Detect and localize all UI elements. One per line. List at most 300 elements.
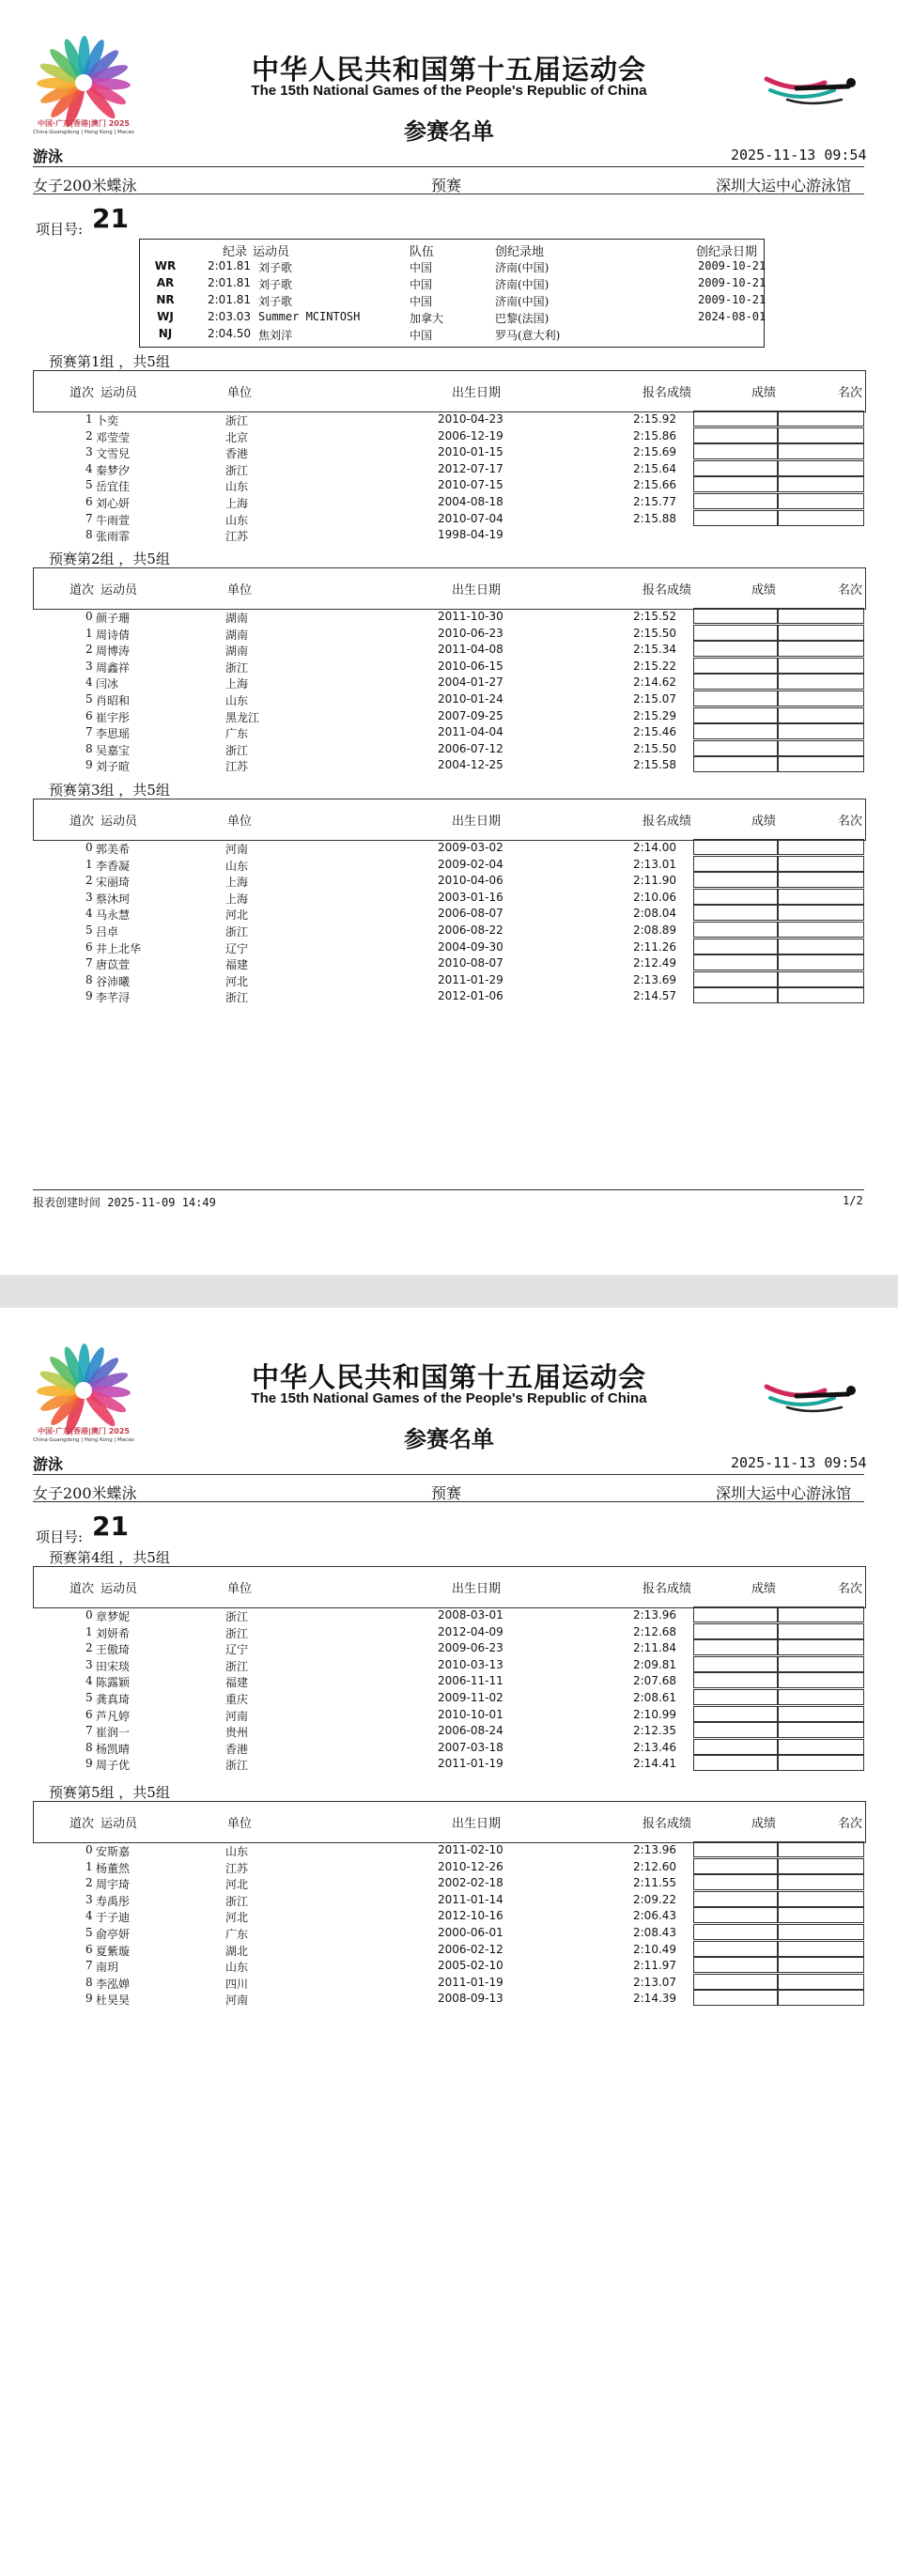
entry-lane: 5 [85, 1926, 93, 1939]
rank-cell[interactable] [778, 1874, 864, 1890]
entry-unit: 河南 [225, 1994, 249, 2008]
entry-athlete: 邓莹莹 [96, 430, 131, 444]
heat-entry-row [0, 1957, 898, 1974]
entry-birth: 2009-02-04 [438, 857, 503, 871]
result-cell[interactable] [693, 1755, 778, 1771]
record-athlete: 刘子歌 [258, 261, 293, 274]
p1-title-en: The 15th National Games of the People's Republic of China [251, 83, 647, 99]
entry-lane: 7 [85, 956, 93, 970]
result-cell[interactable] [693, 443, 778, 459]
result-cell[interactable] [693, 460, 778, 476]
entry-unit: 浙江 [225, 743, 249, 757]
entry-birth: 2011-04-08 [438, 643, 503, 657]
entry-athlete: 寿禹彤 [96, 1894, 131, 1908]
entry-entry-time: 2:15.64 [633, 461, 677, 475]
record-time: 2:01.81 [208, 293, 252, 306]
result-cell[interactable] [693, 856, 778, 872]
entry-unit: 上海 [225, 876, 249, 890]
entry-birth: 2010-03-13 [438, 1657, 503, 1671]
entry-unit: 广东 [225, 1928, 249, 1941]
entry-athlete: 岳宜佳 [96, 480, 131, 494]
col-entry: 报名成绩 [643, 815, 692, 829]
result-cell[interactable] [693, 756, 778, 772]
entry-unit: 上海 [225, 677, 249, 691]
result-cell[interactable] [693, 954, 778, 970]
rank-cell[interactable] [778, 922, 864, 938]
col-result: 成绩 [751, 815, 777, 829]
result-cell[interactable] [693, 1974, 778, 1990]
entry-athlete: 陈露颖 [96, 1676, 131, 1690]
rank-cell[interactable] [778, 939, 864, 954]
records-header-athlete: 运动员 [253, 245, 290, 259]
heat-3-column-header [33, 799, 866, 841]
rank-cell[interactable] [778, 1722, 864, 1738]
rank-cell[interactable] [778, 608, 864, 624]
entry-athlete: 文雪兒 [96, 447, 131, 461]
entry-entry-time: 2:15.50 [633, 741, 677, 755]
heat-5-column-header [33, 1801, 866, 1843]
result-cell[interactable] [693, 427, 778, 443]
entry-athlete: 杨凯晴 [96, 1742, 131, 1756]
entry-unit: 浙江 [225, 1626, 249, 1640]
entry-birth: 2006-08-07 [438, 907, 503, 921]
heat-entry-row [0, 1739, 898, 1756]
entry-lane: 1 [85, 1859, 93, 1873]
rank-cell[interactable] [778, 658, 864, 674]
entry-unit: 江苏 [225, 530, 249, 544]
entry-athlete: 刘子暄 [96, 760, 131, 774]
entry-entry-time: 2:14.62 [633, 675, 677, 690]
entry-athlete: 李芊浔 [96, 991, 131, 1005]
entry-lane: 7 [85, 511, 93, 525]
result-cell[interactable] [693, 411, 778, 427]
p2-stage: 预赛 [431, 1484, 462, 1502]
p1-venue: 深圳大运中心游泳馆 [716, 177, 852, 194]
heat-entry-row [0, 1606, 898, 1623]
result-cell[interactable] [693, 1874, 778, 1890]
footer-created: 报表创建时间 2025-11-09 14:49 [33, 1196, 216, 1209]
entry-birth: 2011-01-14 [438, 1892, 503, 1906]
rank-cell[interactable] [778, 625, 864, 641]
entry-entry-time: 2:15.69 [633, 445, 677, 459]
rank-cell[interactable] [778, 510, 864, 526]
entry-entry-time: 2:13.69 [633, 972, 677, 986]
col-result: 成绩 [751, 386, 777, 400]
col-rank: 名次 [838, 583, 863, 597]
p1-stage: 预赛 [431, 177, 462, 194]
rank-cell[interactable] [778, 493, 864, 509]
entry-lane: 3 [85, 659, 93, 673]
entry-unit: 浙江 [225, 1759, 249, 1773]
col-athlete: 运动员 [101, 1817, 138, 1831]
entry-entry-time: 2:07.68 [633, 1674, 677, 1688]
record-code: WR [154, 259, 177, 272]
entry-unit: 山东 [225, 480, 249, 494]
record-date: 2009-10-21 [698, 293, 766, 306]
record-code: AR [156, 276, 175, 289]
entry-athlete: 肖昭和 [96, 694, 131, 707]
heat-entry-row [0, 1924, 898, 1941]
entry-entry-time: 2:06.43 [633, 1909, 677, 1923]
entry-athlete: 杨董然 [96, 1861, 131, 1875]
entry-birth: 2012-07-17 [438, 461, 503, 475]
rank-cell[interactable] [778, 1891, 864, 1907]
entry-entry-time: 2:15.86 [633, 428, 677, 442]
entry-birth: 2012-04-09 [438, 1624, 503, 1638]
result-cell[interactable] [693, 872, 778, 888]
record-place: 巴黎(法国) [495, 312, 550, 325]
rank-cell[interactable] [778, 1706, 864, 1722]
result-cell[interactable] [693, 1672, 778, 1688]
entry-entry-time: 2:12.60 [633, 1859, 677, 1873]
col-lane: 道次 [70, 1582, 95, 1596]
result-cell[interactable] [693, 740, 778, 756]
result-cell[interactable] [693, 608, 778, 624]
heat-entry-row [0, 839, 898, 856]
heat-entry-row [0, 1706, 898, 1723]
col-birth: 出生日期 [452, 1817, 502, 1831]
col-unit: 单位 [227, 583, 253, 597]
col-rank: 名次 [838, 815, 863, 829]
entry-athlete: 王傲琦 [96, 1643, 131, 1657]
entry-entry-time: 2:08.89 [633, 923, 677, 937]
entry-athlete: 颜子珊 [96, 612, 131, 625]
heat-entry-row [0, 625, 898, 642]
entry-unit: 辽宁 [225, 941, 249, 955]
rank-cell[interactable] [778, 872, 864, 888]
entry-entry-time: 2:12.35 [633, 1724, 677, 1738]
record-date: 2024-08-01 [698, 310, 766, 323]
record-place: 济南(中国) [495, 295, 550, 308]
p1-event-no-label: 项目号: [36, 221, 84, 238]
entry-lane: 5 [85, 692, 93, 706]
result-cell[interactable] [693, 707, 778, 723]
entry-lane: 4 [85, 1674, 93, 1688]
rank-cell[interactable] [778, 1941, 864, 1957]
heat-entry-row [0, 1841, 898, 1858]
heat-title-1: 预赛第1组 ，共5组 [49, 353, 170, 370]
entry-birth: 2004-12-25 [438, 758, 503, 772]
heat-entry-row [0, 1722, 898, 1739]
entry-athlete: 秦梦汐 [96, 463, 131, 477]
result-cell[interactable] [693, 839, 778, 855]
entry-lane: 5 [85, 1691, 93, 1704]
rank-cell[interactable] [778, 1623, 864, 1639]
entry-birth: 2010-06-15 [438, 659, 503, 673]
rank-cell[interactable] [778, 889, 864, 905]
rank-cell[interactable] [778, 707, 864, 723]
entry-lane: 2 [85, 1641, 93, 1655]
heat-entry-row [0, 658, 898, 675]
result-cell[interactable] [693, 510, 778, 526]
heat-entry-row [0, 954, 898, 971]
entry-athlete: 李泓婵 [96, 1977, 131, 1991]
entry-entry-time: 2:14.41 [633, 1757, 677, 1771]
entry-birth: 2006-07-12 [438, 741, 503, 755]
entry-athlete: 刘心妍 [96, 497, 131, 510]
col-rank: 名次 [838, 386, 863, 400]
entry-birth: 2009-03-02 [438, 841, 503, 854]
record-team: 加拿大 [410, 312, 444, 325]
entry-birth: 2010-08-07 [438, 956, 503, 970]
entry-entry-time: 2:15.07 [633, 692, 677, 706]
heat-entry-row [0, 1689, 898, 1706]
p1-divider-1 [33, 166, 864, 167]
entry-unit: 辽宁 [225, 1643, 249, 1657]
page-1 [0, 0, 898, 1268]
rank-cell[interactable] [778, 971, 864, 987]
entry-unit: 山东 [225, 1961, 249, 1975]
entry-entry-time: 2:13.96 [633, 1608, 677, 1622]
entry-birth: 2007-09-25 [438, 708, 503, 722]
rank-cell[interactable] [778, 411, 864, 427]
entry-lane: 1 [85, 412, 93, 426]
record-team: 中国 [410, 295, 433, 308]
rank-cell[interactable] [778, 740, 864, 756]
p2-swimming-pictogram-icon [759, 1373, 862, 1420]
result-cell[interactable] [693, 691, 778, 706]
rank-cell[interactable] [778, 1907, 864, 1923]
heat-entry-row [0, 1858, 898, 1875]
entry-birth: 2010-07-15 [438, 478, 503, 492]
result-cell[interactable] [693, 987, 778, 1003]
result-cell[interactable] [693, 905, 778, 921]
heat-entry-row [0, 856, 898, 873]
record-time: 2:03.03 [208, 310, 252, 323]
result-cell[interactable] [693, 1858, 778, 1874]
entry-birth: 2010-04-23 [438, 412, 503, 426]
entry-lane: 4 [85, 907, 93, 921]
heat-title-3: 预赛第3组 ，共5组 [49, 782, 170, 799]
entry-entry-time: 2:11.97 [633, 1959, 677, 1973]
result-cell[interactable] [693, 641, 778, 657]
col-birth: 出生日期 [452, 583, 502, 597]
heat-entry-row [0, 460, 898, 477]
entry-birth: 2006-08-22 [438, 923, 503, 937]
entry-birth: 1998-04-19 [438, 528, 503, 542]
entry-unit: 广东 [225, 727, 249, 741]
entry-athlete: 李思瑶 [96, 727, 131, 741]
result-cell[interactable] [693, 1722, 778, 1738]
entry-birth: 2006-12-19 [438, 428, 503, 442]
col-lane: 道次 [70, 1817, 95, 1831]
entry-lane: 2 [85, 874, 93, 888]
heat-entry-row [0, 1907, 898, 1924]
entry-athlete: 章梦妮 [96, 1610, 131, 1623]
record-athlete: 焦刘洋 [258, 329, 293, 342]
rank-cell[interactable] [778, 1924, 864, 1940]
entry-birth: 2006-08-24 [438, 1724, 503, 1738]
rank-cell[interactable] [778, 1672, 864, 1688]
entry-athlete: 卜奕 [96, 414, 119, 427]
heat-title-5: 预赛第5组 ，共5组 [49, 1784, 170, 1801]
record-place: 济南(中国) [495, 261, 550, 274]
entry-lane: 2 [85, 643, 93, 657]
result-cell[interactable] [693, 1623, 778, 1639]
entry-athlete: 马永慧 [96, 908, 131, 923]
entry-lane: 9 [85, 989, 93, 1003]
entry-unit: 浙江 [225, 991, 249, 1005]
result-cell[interactable] [693, 1924, 778, 1940]
result-cell[interactable] [693, 723, 778, 739]
entry-birth: 2006-02-12 [438, 1942, 503, 1956]
result-cell[interactable] [693, 889, 778, 905]
rank-cell[interactable] [778, 856, 864, 872]
entry-unit: 贵州 [225, 1726, 249, 1740]
entry-entry-time: 2:10.99 [633, 1707, 677, 1721]
result-cell[interactable] [693, 1689, 778, 1705]
result-cell[interactable] [693, 674, 778, 690]
entry-unit: 福建 [225, 1676, 249, 1690]
entry-lane: 7 [85, 725, 93, 739]
p2-venue: 深圳大运中心游泳馆 [716, 1484, 852, 1502]
result-cell[interactable] [693, 1606, 778, 1622]
rank-cell[interactable] [778, 1606, 864, 1622]
result-cell[interactable] [693, 939, 778, 954]
entry-birth: 2011-01-19 [438, 1757, 503, 1771]
rank-cell[interactable] [778, 1639, 864, 1655]
entry-entry-time: 2:10.49 [633, 1942, 677, 1956]
p2-logo-text: 中国·广东|香港|澳门 2025 [38, 1427, 130, 1435]
entry-unit: 河北 [225, 908, 249, 923]
entry-entry-time: 2:14.57 [633, 989, 677, 1003]
entry-lane: 9 [85, 1757, 93, 1771]
result-cell[interactable] [693, 476, 778, 492]
result-cell[interactable] [693, 493, 778, 509]
p2-doc-title: 参赛名单 [404, 1425, 494, 1452]
heat-entry-row [0, 1656, 898, 1673]
result-cell[interactable] [693, 971, 778, 987]
rank-cell[interactable] [778, 1656, 864, 1672]
rank-cell[interactable] [778, 641, 864, 657]
entry-birth: 2010-06-23 [438, 626, 503, 640]
entry-lane: 6 [85, 495, 93, 508]
entry-lane: 3 [85, 1657, 93, 1671]
entry-athlete: 吴嘉宝 [96, 743, 131, 757]
entry-unit: 湖南 [225, 628, 249, 642]
result-cell[interactable] [693, 1891, 778, 1907]
entry-birth: 2004-09-30 [438, 939, 503, 954]
result-cell[interactable] [693, 1941, 778, 1957]
rank-cell[interactable] [778, 1739, 864, 1755]
rank-cell[interactable] [778, 1755, 864, 1771]
p1-doc-title: 参赛名单 [404, 117, 494, 145]
record-row [140, 325, 764, 343]
entry-entry-time: 2:15.34 [633, 643, 677, 657]
entry-birth: 2010-12-26 [438, 1859, 503, 1873]
rank-cell[interactable] [778, 691, 864, 706]
col-entry: 报名成绩 [643, 1582, 692, 1596]
rank-cell[interactable] [778, 1689, 864, 1705]
col-entry: 报名成绩 [643, 1817, 692, 1831]
result-cell[interactable] [693, 1957, 778, 1973]
col-athlete: 运动员 [101, 583, 138, 597]
record-code: WJ [157, 310, 174, 323]
col-athlete: 运动员 [101, 815, 138, 829]
entry-lane: 1 [85, 1624, 93, 1638]
entry-athlete: 俞亭妍 [96, 1928, 131, 1941]
rank-cell[interactable] [778, 476, 864, 492]
entry-unit: 湖北 [225, 1944, 249, 1958]
entry-entry-time: 2:15.22 [633, 659, 677, 673]
entry-athlete: 谷沛曦 [96, 974, 131, 988]
entry-athlete: 周诗倩 [96, 628, 131, 642]
rank-cell[interactable] [778, 905, 864, 921]
rank-cell[interactable] [778, 987, 864, 1003]
entry-unit: 上海 [225, 892, 249, 906]
entry-entry-time: 2:15.66 [633, 478, 677, 492]
rank-cell[interactable] [778, 1957, 864, 1973]
result-cell[interactable] [693, 625, 778, 641]
entry-athlete: 宋丽琦 [96, 876, 131, 890]
record-row [140, 257, 764, 275]
p1-event-name: 女子200米蝶泳 [33, 177, 137, 194]
heat-entry-row [0, 411, 898, 427]
result-cell[interactable] [693, 1841, 778, 1857]
entry-athlete: 夏紫璇 [96, 1944, 131, 1958]
entry-birth: 2011-04-04 [438, 725, 503, 739]
entry-entry-time: 2:11.90 [633, 874, 677, 888]
p2-datetime: 2025-11-13 09:54 [731, 1454, 867, 1471]
entry-unit: 河北 [225, 1878, 249, 1892]
entry-birth: 2011-01-29 [438, 972, 503, 986]
record-row [140, 291, 764, 309]
rank-cell[interactable] [778, 756, 864, 772]
col-birth: 出生日期 [452, 815, 502, 829]
entry-unit: 河北 [225, 974, 249, 988]
rank-cell[interactable] [778, 460, 864, 476]
record-athlete: 刘子歌 [258, 278, 293, 291]
heat-entry-row [0, 872, 898, 889]
result-cell[interactable] [693, 1639, 778, 1655]
rank-cell[interactable] [778, 443, 864, 459]
result-cell[interactable] [693, 922, 778, 938]
entry-entry-time: 2:12.49 [633, 956, 677, 970]
rank-cell[interactable] [778, 674, 864, 690]
entry-birth: 2012-01-06 [438, 989, 503, 1003]
record-time: 2:01.81 [208, 259, 252, 272]
record-date: 2009-10-21 [698, 276, 766, 289]
heat-entry-row [0, 889, 898, 906]
result-cell[interactable] [693, 1907, 778, 1923]
result-cell[interactable] [693, 1656, 778, 1672]
col-unit: 单位 [227, 1582, 253, 1596]
p2-logo-subtext: China·Guangdong | Hong Kong | Macao [33, 1437, 134, 1443]
rank-cell[interactable] [778, 1990, 864, 2006]
heat-entry-row [0, 493, 898, 510]
heat-entry-row [0, 922, 898, 939]
rank-cell[interactable] [778, 954, 864, 970]
rank-cell[interactable] [778, 723, 864, 739]
rank-cell[interactable] [778, 1974, 864, 1990]
rank-cell[interactable] [778, 427, 864, 443]
rank-cell[interactable] [778, 1841, 864, 1857]
result-cell[interactable] [693, 1990, 778, 2006]
result-cell[interactable] [693, 1706, 778, 1722]
entry-lane: 0 [85, 1608, 93, 1622]
result-cell[interactable] [693, 1739, 778, 1755]
result-cell[interactable] [693, 658, 778, 674]
rank-cell[interactable] [778, 1858, 864, 1874]
entry-unit: 河北 [225, 1911, 249, 1925]
entry-lane: 3 [85, 1892, 93, 1906]
col-unit: 单位 [227, 1817, 253, 1831]
heat-entry-row [0, 707, 898, 724]
entry-athlete: 周鑫祥 [96, 660, 131, 675]
entry-lane: 6 [85, 939, 93, 954]
rank-cell[interactable] [778, 839, 864, 855]
entry-lane: 7 [85, 1724, 93, 1738]
